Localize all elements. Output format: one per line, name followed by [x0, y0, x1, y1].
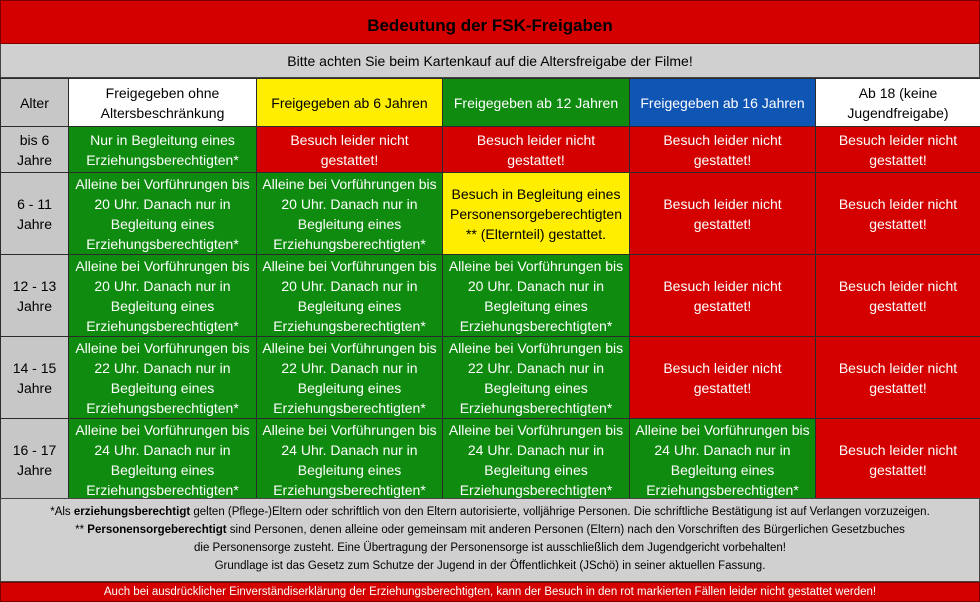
rule-cell: Alleine bei Vorführungen bis 20 Uhr. Danach nur in Begleitung eines Erziehungsberechtigten*	[257, 255, 443, 337]
rule-cell: Besuch in Begleitung eines Personensorgeberechtigten ** (Elternteil) gestattet.	[443, 173, 630, 255]
rule-cell: Besuch leider nicht gestattet!	[630, 255, 816, 337]
footnotes	[0, 498, 980, 582]
rule-cell: Besuch leider nicht gestattet!	[816, 337, 980, 419]
rule-cell: Besuch leider nicht gestattet!	[816, 419, 980, 501]
rule-cell: Besuch leider nicht gestattet!	[630, 127, 816, 173]
header-row	[1, 79, 980, 127]
note-legal-basis: Grundlage ist das Gesetz zum Schutze der Jugend in der Öffentlichkeit (JSchö) in seiner aktuellen Fassung.	[214, 560, 766, 572]
table-row	[1, 337, 980, 419]
rule-cell: Alleine bei Vorführungen bis 24 Uhr. Danach nur in Begleitung eines Erziehungsberechtigten*	[257, 419, 443, 501]
rule-cell: Nur in Begleitung eines Erziehungsberechtigten*	[69, 127, 257, 173]
page-subtitle: Bitte achten Sie beim Kartenkauf auf die Altersfreigabe der Filme!	[0, 44, 980, 78]
rule-cell: Alleine bei Vorführungen bis 20 Uhr. Danach nur in Begleitung eines Erziehungsberechtigten*	[443, 255, 630, 337]
table-row	[1, 255, 980, 337]
table-row	[1, 173, 980, 255]
rule-cell: Alleine bei Vorführungen bis 20 Uhr. Danach nur in Begleitung eines Erziehungsberechtigten*	[69, 255, 257, 337]
age-cell: 16 - 17 Jahre	[1, 419, 69, 501]
age-cell: 6 - 11 Jahre	[1, 173, 69, 255]
rule-cell: Besuch leider nicht gestattet!	[257, 127, 443, 173]
note-personensorgeberechtigt: ** Personensorgeberechtigt sind Personen, denen alleine oder gemeinsam mit anderen Personen (Eltern) nach den Vorschriften des Bürgerlichen Gesetzbuches	[75, 524, 905, 536]
note-personensorge-line: die Personensorge zusteht. Eine Übertragung der Personensorge ist ausschließlich dem Jugendgericht vorbehalten!	[194, 542, 786, 554]
note-erziehungsberechtigt: *Als erziehungsberechtigt gelten (Pflege-)Eltern oder schriftlich von den Eltern autorisierte, volljährige Personen. Die schriftliche Bestätigung ist auf Verlangen vorzuzeigen.	[50, 506, 930, 518]
table-body	[1, 127, 980, 501]
rule-cell: Besuch leider nicht gestattet!	[630, 173, 816, 255]
rule-cell: Alleine bei Vorführungen bis 20 Uhr. Danach nur in Begleitung eines Erziehungsberechtigten*	[69, 173, 257, 255]
rule-cell: Alleine bei Vorführungen bis 22 Uhr. Danach nur in Begleitung eines Erziehungsberechtigten*	[69, 337, 257, 419]
rule-cell: Alleine bei Vorführungen bis 22 Uhr. Danach nur in Begleitung eines Erziehungsberechtigten*	[257, 337, 443, 419]
rule-cell: Alleine bei Vorführungen bis 24 Uhr. Danach nur in Begleitung eines Erziehungsberechtigten*	[630, 419, 816, 501]
rule-cell: Alleine bei Vorführungen bis 22 Uhr. Danach nur in Begleitung eines Erziehungsberechtigten*	[443, 337, 630, 419]
rule-cell: Alleine bei Vorführungen bis 24 Uhr. Danach nur in Begleitung eines Erziehungsberechtigten*	[443, 419, 630, 501]
age-cell: 12 - 13 Jahre	[1, 255, 69, 337]
column-header-3: Freigegeben ab 12 Jahren	[443, 79, 630, 127]
rule-cell: Alleine bei Vorführungen bis 20 Uhr. Danach nur in Begleitung eines Erziehungsberechtigten*	[257, 173, 443, 255]
rule-cell: Besuch leider nicht gestattet!	[816, 127, 980, 173]
age-cell: bis 6 Jahre	[1, 127, 69, 173]
column-header-0: Alter	[1, 79, 69, 127]
rule-cell: Besuch leider nicht gestattet!	[443, 127, 630, 173]
table-row	[1, 127, 980, 173]
table-row	[1, 419, 980, 501]
rule-cell: Alleine bei Vorführungen bis 24 Uhr. Danach nur in Begleitung eines Erziehungsberechtigten*	[69, 419, 257, 501]
fsk-table	[0, 78, 980, 501]
column-header-2: Freigegeben ab 6 Jahren	[257, 79, 443, 127]
page-title: Bedeutung der FSK-Freigaben	[0, 0, 980, 44]
column-header-1: Freigegeben ohne Altersbeschränkung	[69, 79, 257, 127]
column-header-5: Ab 18 (keine Jugendfreigabe)	[816, 79, 980, 127]
age-cell: 14 - 15 Jahre	[1, 337, 69, 419]
rule-cell: Besuch leider nicht gestattet!	[816, 173, 980, 255]
rule-cell: Besuch leider nicht gestattet!	[630, 337, 816, 419]
rule-cell: Besuch leider nicht gestattet!	[816, 255, 980, 337]
footer-warning: Auch bei ausdrücklicher Einverständiserklärung der Erziehungsberechtigten, kann der Besuch in den rot markierten Fällen leider nicht gestattet werden!	[0, 582, 980, 602]
column-header-4: Freigegeben ab 16 Jahren	[630, 79, 816, 127]
